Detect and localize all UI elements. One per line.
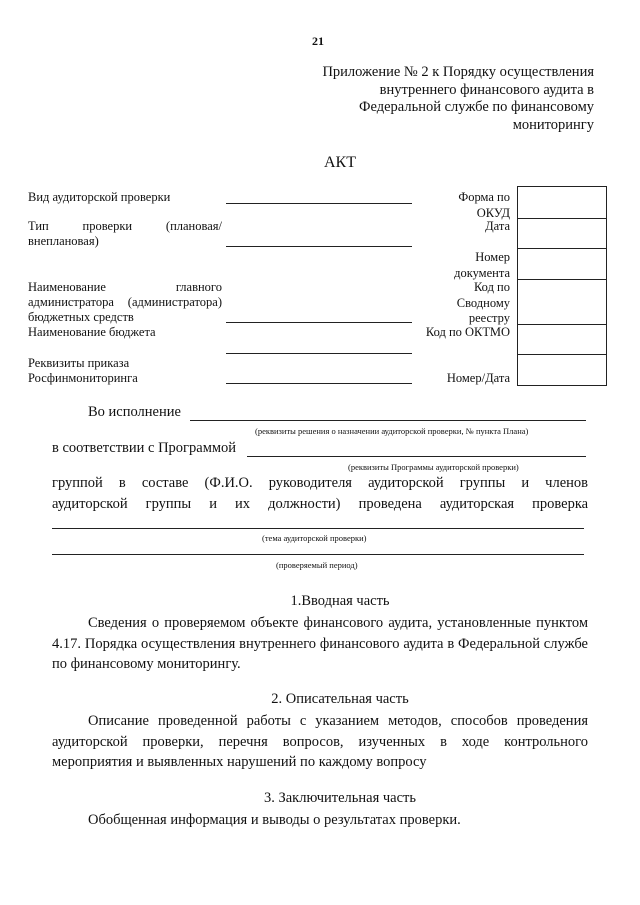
word: администратора bbox=[28, 295, 114, 309]
word: их bbox=[235, 496, 251, 512]
date-cell[interactable] bbox=[518, 219, 606, 249]
group-line1 bbox=[52, 473, 588, 494]
word: руководителя bbox=[268, 475, 352, 491]
page-number: 21 bbox=[312, 34, 324, 48]
doc-number-label bbox=[410, 250, 510, 281]
docnum-line: документа bbox=[454, 265, 510, 280]
word: (плановая/ bbox=[165, 219, 223, 233]
oktmo-cell[interactable] bbox=[518, 325, 606, 355]
group-line2 bbox=[52, 494, 588, 515]
number-date-cell[interactable] bbox=[518, 355, 606, 386]
word: проверка bbox=[532, 496, 589, 512]
number-date-label: Номер/Дата bbox=[446, 371, 510, 385]
word: аудиторская bbox=[439, 496, 515, 512]
doc-number-cell[interactable] bbox=[518, 249, 606, 280]
section-heading-conclusion: 3. Заключительная часть bbox=[263, 790, 417, 806]
audit-kind-label: Вид аудиторской проверки bbox=[28, 190, 171, 204]
order-field[interactable] bbox=[226, 383, 412, 384]
word: аудиторской bbox=[368, 475, 444, 491]
order-label-line1: Реквизиты приказа bbox=[28, 356, 130, 370]
word: проведена bbox=[358, 496, 422, 512]
period-field[interactable] bbox=[52, 554, 584, 555]
type-label-line1 bbox=[28, 219, 222, 235]
word: членов bbox=[545, 475, 588, 491]
word: должности) bbox=[268, 496, 341, 512]
execution-label: Во исполнение bbox=[88, 404, 181, 420]
topic-field[interactable] bbox=[52, 528, 584, 529]
word: группы bbox=[145, 496, 192, 512]
section-text: Обобщенная информация и выводы о результатах проверки. bbox=[88, 812, 461, 828]
word: аудиторской bbox=[52, 496, 128, 512]
program-field[interactable] bbox=[247, 456, 586, 457]
registry-code-label bbox=[410, 280, 510, 327]
admin-label-line1 bbox=[28, 280, 222, 296]
word: проверки bbox=[82, 219, 133, 233]
program-caption: (реквизиты Программы аудиторской проверки) bbox=[348, 462, 519, 472]
audit-kind-field[interactable] bbox=[226, 203, 412, 204]
type-field[interactable] bbox=[226, 246, 412, 247]
okud-line: ОКУД bbox=[476, 205, 510, 220]
oktmo-label: Код по ОКТМО bbox=[425, 325, 510, 339]
section-text: Сведения о проверяемом объекте финансового аудита, установленные пунктом 4.17. Порядка осуществления внутреннего финансового аудита в Федеральной службе по финансовому мониторингу. bbox=[52, 615, 588, 672]
admin-field[interactable] bbox=[226, 322, 412, 323]
topic-caption: (тема аудиторской проверки) bbox=[262, 533, 367, 543]
registry-line: реестру bbox=[468, 311, 510, 325]
program-label: в соответствии с Программой bbox=[52, 440, 237, 456]
section-text: Описание проведенной работы с указанием методов, способов проведения аудиторской проверки, перечня вопросов, изученных в ходе контрольного мероприятия и выявленных нарушений по каждому вопросу bbox=[52, 713, 588, 770]
appendix-line: внутреннего финансового аудита в bbox=[379, 81, 594, 98]
okud-label bbox=[410, 190, 510, 221]
registry-line: Код по bbox=[473, 280, 510, 294]
section-heading-descriptive: 2. Описательная часть bbox=[271, 691, 409, 707]
codes-table bbox=[517, 186, 607, 386]
section-text-intro bbox=[52, 613, 588, 675]
word: в bbox=[118, 475, 126, 491]
appendix-header bbox=[294, 64, 594, 134]
word: Наименование bbox=[28, 280, 106, 294]
appendix-line: Федеральной службе по финансовому bbox=[359, 99, 594, 115]
okud-line: Форма по bbox=[458, 190, 510, 204]
okud-cell[interactable] bbox=[518, 187, 606, 219]
type-label-line2: внеплановая) bbox=[28, 234, 99, 248]
appendix-line: мониторингу bbox=[512, 116, 594, 133]
document-title: АКТ bbox=[324, 154, 356, 171]
period-caption: (проверяемый период) bbox=[276, 560, 358, 570]
word: и bbox=[521, 475, 530, 491]
word: Тип bbox=[28, 219, 49, 233]
budget-label: Наименование бюджета bbox=[28, 325, 156, 339]
admin-label-line3: бюджетных средств bbox=[28, 310, 134, 324]
docnum-line: Номер bbox=[475, 250, 510, 264]
admin-label-line2 bbox=[28, 295, 222, 311]
registry-code-cell[interactable] bbox=[518, 280, 606, 325]
word: составе bbox=[141, 475, 189, 491]
order-label-line2: Росфинмониторинга bbox=[28, 371, 138, 385]
section-heading-intro: 1.Вводная часть bbox=[290, 593, 390, 609]
word: группой bbox=[52, 475, 103, 491]
registry-line: Сводному bbox=[456, 295, 510, 310]
date-label: Дата bbox=[485, 219, 510, 233]
word: группы bbox=[459, 475, 506, 491]
execution-caption: (реквизиты решения о назначении аудиторской проверки, № пункта Плана) bbox=[255, 426, 529, 436]
word: и bbox=[209, 496, 217, 512]
execution-field[interactable] bbox=[190, 420, 586, 421]
section-text-conclusion bbox=[52, 810, 588, 831]
appendix-line: Приложение № 2 к Порядку осуществления bbox=[322, 64, 594, 80]
word: (администратора) bbox=[127, 295, 222, 309]
word: главного bbox=[175, 280, 222, 294]
budget-field[interactable] bbox=[226, 353, 412, 354]
word: (Ф.И.О. bbox=[204, 475, 253, 491]
section-text-descriptive bbox=[52, 711, 588, 773]
